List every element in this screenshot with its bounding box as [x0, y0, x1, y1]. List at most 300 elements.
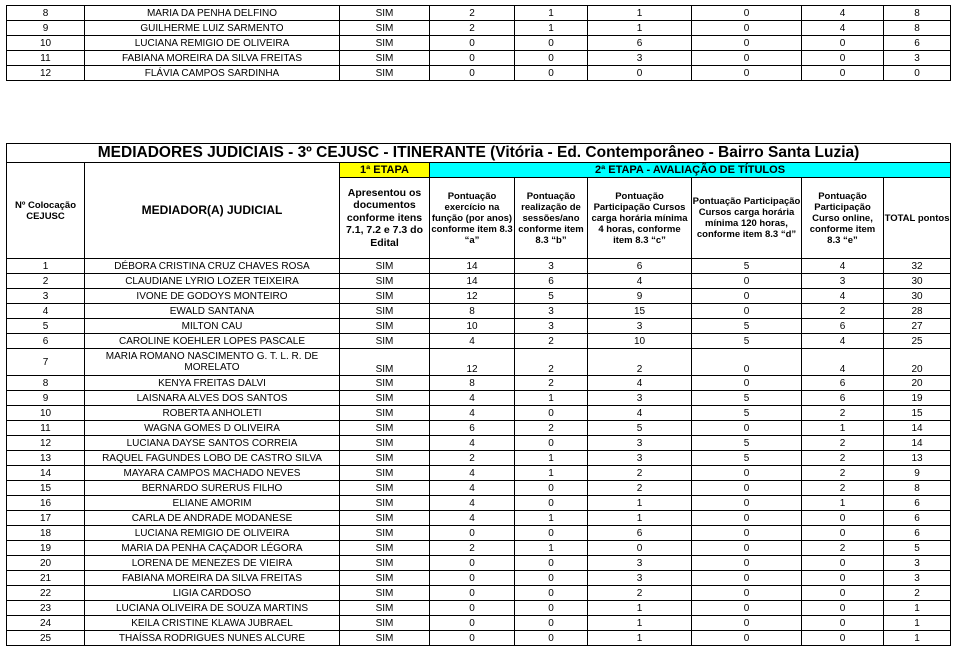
- pontuacao-e-cell: 0: [802, 616, 884, 631]
- pontuacao-b-cell: 0: [515, 51, 588, 66]
- mediador-name-cell: CLAUDIANE LYRIO LOZER TEIXEIRA: [85, 274, 340, 289]
- pontuacao-d-cell: 0: [692, 36, 802, 51]
- pontuacao-c-cell: 3: [588, 571, 692, 586]
- pontuacao-d-cell: 0: [692, 556, 802, 571]
- pontuacao-b-cell: 6: [515, 274, 588, 289]
- pontuacao-a-cell: 8: [430, 304, 515, 319]
- table-row: [7, 259, 951, 274]
- table-row: [7, 466, 951, 481]
- colocacao-cell: 5: [7, 319, 85, 334]
- mediador-name-cell: LORENA DE MENEZES DE VIEIRA: [85, 556, 340, 571]
- pontuacao-e-cell: 2: [802, 436, 884, 451]
- table-row: [7, 319, 951, 334]
- pontuacao-e-cell: 3: [802, 274, 884, 289]
- mediador-name-cell: CARLA DE ANDRADE MODANESE: [85, 511, 340, 526]
- colocacao-cell: 23: [7, 601, 85, 616]
- pontuacao-b-cell: 2: [515, 376, 588, 391]
- pontuacao-d-cell: 0: [692, 541, 802, 556]
- pontuacao-c-cell: 2: [588, 466, 692, 481]
- pontuacao-e-cell: 0: [802, 586, 884, 601]
- documentos-cell: SIM: [340, 586, 430, 601]
- mediador-name-cell: DÉBORA CRISTINA CRUZ CHAVES ROSA: [85, 259, 340, 274]
- table-row: [7, 436, 951, 451]
- etapa2-label: 2ª ETAPA - AVALIAÇÃO DE TÍTULOS: [430, 163, 951, 178]
- documentos-cell: SIM: [340, 496, 430, 511]
- pontuacao-d-cell: 0: [692, 6, 802, 21]
- table-row: [7, 304, 951, 319]
- mediador-name-cell: MILTON CAU: [85, 319, 340, 334]
- mediador-name-cell: GUILHERME LUIZ SARMENTO: [85, 21, 340, 36]
- mediador-name-cell: FABIANA MOREIRA DA SILVA FREITAS: [85, 51, 340, 66]
- mediador-name-cell: CAROLINE KOEHLER LOPES PASCALE: [85, 334, 340, 349]
- pontuacao-c-cell: 15: [588, 304, 692, 319]
- pontuacao-d-cell: 5: [692, 436, 802, 451]
- table-row: [7, 586, 951, 601]
- pontuacao-d-cell: 5: [692, 259, 802, 274]
- pontuacao-a-cell: 2: [430, 541, 515, 556]
- pontuacao-d-cell: 0: [692, 51, 802, 66]
- colocacao-cell: 11: [7, 421, 85, 436]
- pontuacao-b-cell: 1: [515, 6, 588, 21]
- pontuacao-b-cell: 0: [515, 631, 588, 646]
- total-cell: 27: [884, 319, 951, 334]
- total-cell: 6: [884, 36, 951, 51]
- pontuacao-e-cell: 0: [802, 571, 884, 586]
- table-row: [7, 496, 951, 511]
- pontuacao-b-cell: 0: [515, 36, 588, 51]
- pontuacao-a-cell: 2: [430, 451, 515, 466]
- table-row: [7, 631, 951, 646]
- pontuacao-b-cell: 1: [515, 451, 588, 466]
- colocacao-cell: 15: [7, 481, 85, 496]
- pontuacao-c-cell: 2: [588, 349, 692, 376]
- pontuacao-d-cell: 0: [692, 274, 802, 289]
- pontuacao-c-cell: 0: [588, 66, 692, 81]
- pontuacao-e-cell: 2: [802, 541, 884, 556]
- pontuacao-d-cell: 0: [692, 304, 802, 319]
- table-row: [7, 274, 951, 289]
- pontuacao-a-cell: 0: [430, 586, 515, 601]
- pontuacao-c-cell: 6: [588, 259, 692, 274]
- header-pontuacao-a: Pontuação exercício na função (por anos) conforme item 8.3 “a”: [430, 178, 515, 259]
- colocacao-cell: 8: [7, 376, 85, 391]
- mediador-name-cell: LUCIANA OLIVEIRA DE SOUZA MARTINS: [85, 601, 340, 616]
- pontuacao-e-cell: 6: [802, 376, 884, 391]
- documentos-cell: SIM: [340, 274, 430, 289]
- header-documentos: Apresentou os documentos conforme itens 7.1, 7.2 e 7.3 do Edital: [340, 178, 430, 259]
- pontuacao-b-cell: 3: [515, 319, 588, 334]
- pontuacao-a-cell: 4: [430, 466, 515, 481]
- colocacao-cell: 1: [7, 259, 85, 274]
- table-row: [7, 334, 951, 349]
- pontuacao-e-cell: 4: [802, 6, 884, 21]
- pontuacao-e-cell: 0: [802, 526, 884, 541]
- pontuacao-d-cell: 0: [692, 496, 802, 511]
- colocacao-cell: 20: [7, 556, 85, 571]
- colocacao-cell: 10: [7, 36, 85, 51]
- table-row: [7, 51, 951, 66]
- pontuacao-b-cell: 1: [515, 21, 588, 36]
- pontuacao-a-cell: 0: [430, 571, 515, 586]
- pontuacao-d-cell: 5: [692, 334, 802, 349]
- pontuacao-a-cell: 2: [430, 21, 515, 36]
- documentos-cell: SIM: [340, 511, 430, 526]
- pontuacao-c-cell: 1: [588, 631, 692, 646]
- documentos-cell: SIM: [340, 304, 430, 319]
- documentos-cell: SIM: [340, 259, 430, 274]
- pontuacao-c-cell: 2: [588, 586, 692, 601]
- pontuacao-c-cell: 4: [588, 274, 692, 289]
- mediador-name-cell: THAÍSSA RODRIGUES NUNES ALCURE: [85, 631, 340, 646]
- mediador-name-cell: LUCIANA DAYSE SANTOS CORREIA: [85, 436, 340, 451]
- pontuacao-b-cell: 1: [515, 466, 588, 481]
- pontuacao-e-cell: 4: [802, 21, 884, 36]
- mediador-name-cell: EWALD SANTANA: [85, 304, 340, 319]
- pontuacao-c-cell: 3: [588, 451, 692, 466]
- pontuacao-b-cell: 2: [515, 349, 588, 376]
- pontuacao-a-cell: 0: [430, 51, 515, 66]
- total-cell: 30: [884, 274, 951, 289]
- pontuacao-b-cell: 0: [515, 586, 588, 601]
- documentos-cell: SIM: [340, 541, 430, 556]
- mediador-name-cell: FLÁVIA CAMPOS SARDINHA: [85, 66, 340, 81]
- table-row: [7, 6, 951, 21]
- header-pontuacao-b: Pontuação realização de sessões/ano conforme item 8.3 “b”: [515, 178, 588, 259]
- pontuacao-e-cell: 0: [802, 51, 884, 66]
- pontuacao-e-cell: 0: [802, 601, 884, 616]
- colocacao-cell: 3: [7, 289, 85, 304]
- table-row: [7, 616, 951, 631]
- header-pontuacao-e: Pontuação Participação Curso online, conforme item 8.3 “e”: [802, 178, 884, 259]
- table-row: [7, 601, 951, 616]
- documentos-cell: SIM: [340, 319, 430, 334]
- pontuacao-a-cell: 0: [430, 616, 515, 631]
- documentos-cell: SIM: [340, 526, 430, 541]
- mediador-name-cell: LUCIANA REMIGIO DE OLIVEIRA: [85, 36, 340, 51]
- pontuacao-c-cell: 3: [588, 391, 692, 406]
- total-cell: 3: [884, 51, 951, 66]
- pontuacao-b-cell: 0: [515, 496, 588, 511]
- pontuacao-e-cell: 0: [802, 36, 884, 51]
- table-row: [7, 391, 951, 406]
- total-cell: 8: [884, 21, 951, 36]
- pontuacao-a-cell: 4: [430, 436, 515, 451]
- documentos-cell: SIM: [340, 376, 430, 391]
- colocacao-cell: 4: [7, 304, 85, 319]
- pontuacao-b-cell: 3: [515, 304, 588, 319]
- total-cell: 28: [884, 304, 951, 319]
- pontuacao-c-cell: 3: [588, 51, 692, 66]
- mediador-name-cell: IVONE DE GODOYS MONTEIRO: [85, 289, 340, 304]
- pontuacao-b-cell: 0: [515, 571, 588, 586]
- pontuacao-e-cell: 4: [802, 334, 884, 349]
- pontuacao-b-cell: 0: [515, 406, 588, 421]
- pontuacao-a-cell: 10: [430, 319, 515, 334]
- pontuacao-a-cell: 0: [430, 601, 515, 616]
- total-cell: 5: [884, 541, 951, 556]
- pontuacao-e-cell: 4: [802, 349, 884, 376]
- pontuacao-c-cell: 1: [588, 601, 692, 616]
- pontuacao-d-cell: 0: [692, 289, 802, 304]
- pontuacao-a-cell: 0: [430, 631, 515, 646]
- pontuacao-c-cell: 4: [588, 376, 692, 391]
- pontuacao-c-cell: 6: [588, 36, 692, 51]
- mediador-name-cell: MARIA DA PENHA CAÇADOR LÉGORA: [85, 541, 340, 556]
- pontuacao-c-cell: 1: [588, 6, 692, 21]
- colocacao-cell: 9: [7, 391, 85, 406]
- colocacao-cell: 10: [7, 406, 85, 421]
- total-cell: 6: [884, 496, 951, 511]
- table-row: [7, 376, 951, 391]
- colocacao-cell: 8: [7, 6, 85, 21]
- documentos-cell: SIM: [340, 571, 430, 586]
- pontuacao-d-cell: 0: [692, 616, 802, 631]
- colocacao-cell: 17: [7, 511, 85, 526]
- mediador-name-cell: BERNARDO SURERUS FILHO: [85, 481, 340, 496]
- colocacao-cell: 22: [7, 586, 85, 601]
- pontuacao-c-cell: 3: [588, 319, 692, 334]
- etapa1-label: 1ª ETAPA: [340, 163, 430, 178]
- pontuacao-b-cell: 0: [515, 601, 588, 616]
- pontuacao-a-cell: 14: [430, 274, 515, 289]
- pontuacao-a-cell: 8: [430, 376, 515, 391]
- colocacao-cell: 24: [7, 616, 85, 631]
- total-cell: 1: [884, 601, 951, 616]
- pontuacao-d-cell: 0: [692, 21, 802, 36]
- pontuacao-d-cell: 5: [692, 451, 802, 466]
- total-cell: 1: [884, 616, 951, 631]
- mediadores-table: [6, 143, 951, 646]
- mediador-name-cell: WAGNA GOMES D OLIVEIRA: [85, 421, 340, 436]
- colocacao-cell: 9: [7, 21, 85, 36]
- total-cell: 9: [884, 466, 951, 481]
- table-row: [7, 36, 951, 51]
- table-row: [7, 571, 951, 586]
- pontuacao-e-cell: 2: [802, 304, 884, 319]
- pontuacao-e-cell: 1: [802, 496, 884, 511]
- documentos-cell: SIM: [340, 289, 430, 304]
- total-cell: 14: [884, 421, 951, 436]
- pontuacao-c-cell: 3: [588, 436, 692, 451]
- total-cell: 3: [884, 571, 951, 586]
- pontuacao-e-cell: 4: [802, 259, 884, 274]
- documentos-cell: SIM: [340, 466, 430, 481]
- mediador-name-cell: MAYARA CAMPOS MACHADO NEVES: [85, 466, 340, 481]
- pontuacao-d-cell: 5: [692, 319, 802, 334]
- total-cell: 3: [884, 556, 951, 571]
- documentos-cell: SIM: [340, 421, 430, 436]
- pontuacao-d-cell: 5: [692, 391, 802, 406]
- pontuacao-b-cell: 3: [515, 259, 588, 274]
- pontuacao-e-cell: 2: [802, 466, 884, 481]
- pontuacao-c-cell: 6: [588, 526, 692, 541]
- documentos-cell: SIM: [340, 616, 430, 631]
- pontuacao-e-cell: 0: [802, 511, 884, 526]
- pontuacao-d-cell: 0: [692, 349, 802, 376]
- pontuacao-c-cell: 1: [588, 496, 692, 511]
- table-row: [7, 21, 951, 36]
- pontuacao-d-cell: 0: [692, 631, 802, 646]
- documentos-cell: SIM: [340, 391, 430, 406]
- pontuacao-e-cell: 1: [802, 421, 884, 436]
- header-total: TOTAL pontos: [884, 178, 951, 259]
- total-cell: 19: [884, 391, 951, 406]
- documentos-cell: SIM: [340, 631, 430, 646]
- total-cell: 20: [884, 349, 951, 376]
- header-pontuacao-d: Pontuação Participação Cursos carga horária mínima 120 horas, conforme item 8.3 “d”: [692, 178, 802, 259]
- mediador-name-cell: MARIA ROMANO NASCIMENTO G. T. L. R. DE MORELATO: [85, 349, 340, 376]
- pontuacao-a-cell: 4: [430, 511, 515, 526]
- pontuacao-e-cell: 0: [802, 556, 884, 571]
- pontuacao-c-cell: 3: [588, 556, 692, 571]
- pontuacao-e-cell: 2: [802, 406, 884, 421]
- table-row: [7, 349, 951, 376]
- table-row: [7, 289, 951, 304]
- documentos-cell: SIM: [340, 556, 430, 571]
- total-cell: 0: [884, 66, 951, 81]
- pontuacao-b-cell: 0: [515, 556, 588, 571]
- pontuacao-a-cell: 4: [430, 391, 515, 406]
- total-cell: 1: [884, 631, 951, 646]
- table-row: [7, 541, 951, 556]
- pontuacao-c-cell: 5: [588, 421, 692, 436]
- mediador-name-cell: MARIA DA PENHA DELFINO: [85, 6, 340, 21]
- colocacao-cell: 14: [7, 466, 85, 481]
- pontuacao-a-cell: 14: [430, 259, 515, 274]
- table-row: [7, 66, 951, 81]
- pontuacao-c-cell: 9: [588, 289, 692, 304]
- pontuacao-c-cell: 2: [588, 481, 692, 496]
- documentos-cell: SIM: [340, 6, 430, 21]
- previous-ranking-body: [7, 6, 951, 81]
- pontuacao-d-cell: 0: [692, 511, 802, 526]
- documentos-cell: SIM: [340, 66, 430, 81]
- mediador-name-cell: RAQUEL FAGUNDES LOBO DE CASTRO SILVA: [85, 451, 340, 466]
- table-title: MEDIADORES JUDICIAIS - 3º CEJUSC - ITINERANTE (Vitória - Ed. Contemporâneo - Bairro Santa Luzia): [7, 144, 951, 163]
- colocacao-cell: 6: [7, 334, 85, 349]
- pontuacao-d-cell: 0: [692, 481, 802, 496]
- pontuacao-a-cell: 12: [430, 289, 515, 304]
- mediador-name-cell: ELIANE AMORIM: [85, 496, 340, 511]
- pontuacao-b-cell: 1: [515, 391, 588, 406]
- colocacao-cell: 21: [7, 571, 85, 586]
- total-cell: 6: [884, 526, 951, 541]
- table-row: [7, 556, 951, 571]
- table-row: [7, 451, 951, 466]
- pontuacao-a-cell: 0: [430, 556, 515, 571]
- documentos-cell: SIM: [340, 334, 430, 349]
- colocacao-cell: 16: [7, 496, 85, 511]
- pontuacao-a-cell: 2: [430, 6, 515, 21]
- mediador-name-cell: LAISNARA ALVES DOS SANTOS: [85, 391, 340, 406]
- pontuacao-d-cell: 0: [692, 601, 802, 616]
- documentos-cell: SIM: [340, 436, 430, 451]
- pontuacao-b-cell: 0: [515, 616, 588, 631]
- total-cell: 15: [884, 406, 951, 421]
- pontuacao-d-cell: 0: [692, 66, 802, 81]
- header-colocacao: Nº Colocação CEJUSC: [7, 163, 85, 259]
- pontuacao-d-cell: 0: [692, 526, 802, 541]
- pontuacao-b-cell: 1: [515, 511, 588, 526]
- mediador-name-cell: LIGIA CARDOSO: [85, 586, 340, 601]
- pontuacao-c-cell: 1: [588, 616, 692, 631]
- pontuacao-d-cell: 5: [692, 406, 802, 421]
- header-pontuacao-c: Pontuação Participação Cursos carga horária mínima 4 horas, conforme item 8.3 “c”: [588, 178, 692, 259]
- total-cell: 14: [884, 436, 951, 451]
- documentos-cell: SIM: [340, 51, 430, 66]
- pontuacao-e-cell: 0: [802, 66, 884, 81]
- header-mediador: MEDIADOR(A) JUDICIAL: [85, 163, 340, 259]
- pontuacao-b-cell: 0: [515, 66, 588, 81]
- documentos-cell: SIM: [340, 601, 430, 616]
- pontuacao-a-cell: 6: [430, 421, 515, 436]
- mediador-name-cell: LUCIANA REMIGIO DE OLIVEIRA: [85, 526, 340, 541]
- pontuacao-a-cell: 0: [430, 526, 515, 541]
- pontuacao-b-cell: 0: [515, 526, 588, 541]
- table-row: [7, 481, 951, 496]
- total-cell: 13: [884, 451, 951, 466]
- pontuacao-c-cell: 1: [588, 511, 692, 526]
- colocacao-cell: 7: [7, 349, 85, 376]
- total-cell: 25: [884, 334, 951, 349]
- pontuacao-c-cell: 4: [588, 406, 692, 421]
- documentos-cell: SIM: [340, 21, 430, 36]
- mediador-name-cell: KENYA FREITAS DALVI: [85, 376, 340, 391]
- total-cell: 8: [884, 6, 951, 21]
- pontuacao-a-cell: 4: [430, 481, 515, 496]
- documentos-cell: SIM: [340, 36, 430, 51]
- pontuacao-b-cell: 5: [515, 289, 588, 304]
- pontuacao-a-cell: 0: [430, 66, 515, 81]
- documentos-cell: SIM: [340, 406, 430, 421]
- pontuacao-e-cell: 2: [802, 481, 884, 496]
- pontuacao-a-cell: 4: [430, 496, 515, 511]
- mediador-name-cell: KEILA CRISTINE KLAWA JUBRAEL: [85, 616, 340, 631]
- pontuacao-a-cell: 4: [430, 334, 515, 349]
- documentos-cell: SIM: [340, 481, 430, 496]
- mediador-name-cell: ROBERTA ANHOLETI: [85, 406, 340, 421]
- pontuacao-b-cell: 0: [515, 481, 588, 496]
- mediador-name-cell: FABIANA MOREIRA DA SILVA FREITAS: [85, 571, 340, 586]
- table-row: [7, 511, 951, 526]
- pontuacao-e-cell: 2: [802, 451, 884, 466]
- pontuacao-c-cell: 1: [588, 21, 692, 36]
- table-row: [7, 526, 951, 541]
- documentos-cell: SIM: [340, 451, 430, 466]
- colocacao-cell: 13: [7, 451, 85, 466]
- colocacao-cell: 2: [7, 274, 85, 289]
- pontuacao-d-cell: 0: [692, 421, 802, 436]
- pontuacao-b-cell: 1: [515, 541, 588, 556]
- pontuacao-d-cell: 0: [692, 466, 802, 481]
- pontuacao-c-cell: 10: [588, 334, 692, 349]
- total-cell: 6: [884, 511, 951, 526]
- colocacao-cell: 11: [7, 51, 85, 66]
- pontuacao-e-cell: 4: [802, 289, 884, 304]
- colocacao-cell: 19: [7, 541, 85, 556]
- total-cell: 8: [884, 481, 951, 496]
- pontuacao-e-cell: 0: [802, 631, 884, 646]
- colocacao-cell: 18: [7, 526, 85, 541]
- pontuacao-e-cell: 6: [802, 319, 884, 334]
- pontuacao-d-cell: 0: [692, 586, 802, 601]
- documentos-cell: SIM: [340, 349, 430, 376]
- colocacao-cell: 25: [7, 631, 85, 646]
- total-cell: 32: [884, 259, 951, 274]
- total-cell: 20: [884, 376, 951, 391]
- previous-ranking-table: [6, 5, 951, 81]
- pontuacao-c-cell: 0: [588, 541, 692, 556]
